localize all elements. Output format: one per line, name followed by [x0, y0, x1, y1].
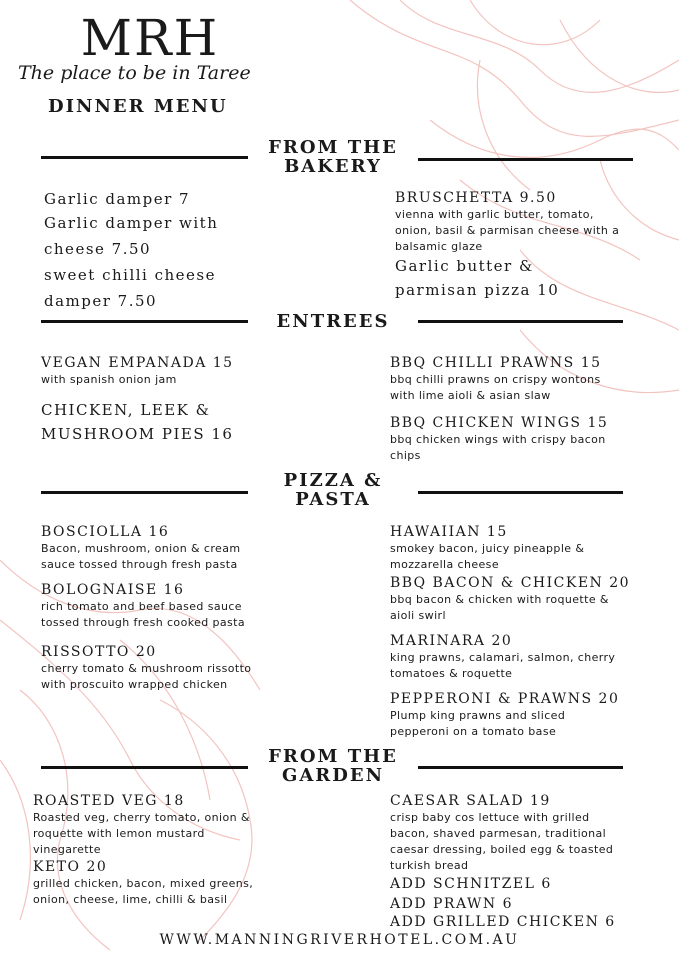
- menu-item-bolognaise: [41, 582, 245, 631]
- menu-item-bbq-chicken-wings: [390, 415, 608, 464]
- item-name: MUSHROOM PIES 16: [41, 425, 234, 443]
- item-name: BOLOGNAISE 16: [41, 582, 185, 598]
- item-name: ROASTED VEG 18: [33, 793, 185, 809]
- item-name: HAWAIIAN 15: [390, 524, 508, 540]
- item-name: parmisan pizza 10: [395, 281, 560, 299]
- item-desc: bbq chicken wings with crispy bacon: [390, 433, 606, 446]
- item-desc: with lime aioli & asian slaw: [390, 389, 551, 402]
- menu-item-vegan-empanada: [41, 355, 234, 388]
- item-desc: crisp baby cos lettuce with grilled: [390, 811, 590, 824]
- addon-item: ADD PRAWN 6: [390, 896, 514, 912]
- item-name: KETO 20: [33, 859, 108, 875]
- section-title-line: PASTA: [295, 489, 371, 510]
- item-name: BBQ CHICKEN WINGS 15: [390, 415, 609, 431]
- menu-item-marinara: [390, 633, 615, 682]
- item-desc: onion, basil & parmisan cheese with a: [395, 224, 620, 237]
- menu-item: sweet chilli cheese: [44, 266, 216, 284]
- item-desc: rich tomato and beef based sauce: [41, 600, 242, 613]
- item-desc: king prawns, calamari, salmon, cherry: [390, 651, 616, 664]
- section-divider: [418, 766, 623, 769]
- menu-item-chicken-pies: [41, 398, 233, 446]
- menu-item: cheese 7.50: [44, 240, 152, 258]
- menu-item-hawaiian: [390, 524, 584, 573]
- menu-item-bruschetta: [395, 190, 619, 255]
- item-name: CHICKEN, LEEK &: [41, 401, 211, 419]
- item-name: PEPPERONI & PRAWNS 20: [390, 691, 620, 707]
- item-name: BBQ BACON & CHICKEN 20: [390, 575, 631, 591]
- section-divider: [41, 491, 248, 494]
- item-desc: grilled chicken, bacon, mixed greens,: [33, 877, 254, 890]
- item-desc: vinegarette: [33, 843, 101, 856]
- item-name: CAESAR SALAD 19: [390, 793, 551, 809]
- item-name: BOSCIOLLA 16: [41, 524, 170, 540]
- brand-logo: MRH: [80, 9, 220, 67]
- item-name: VEGAN EMPANADA 15: [41, 355, 234, 371]
- section-title-line: FROM THE: [268, 746, 398, 767]
- addon-item: ADD SCHNITZEL 6: [390, 876, 552, 892]
- section-divider: [41, 766, 248, 769]
- menu-item-bosciolla: [41, 524, 240, 573]
- item-desc: vienna with garlic butter, tomato,: [395, 208, 594, 221]
- section-title-line: BAKERY: [284, 156, 382, 177]
- item-name: BRUSCHETTA 9.50: [395, 190, 557, 206]
- menu-item-bbq-bacon-chicken: [390, 575, 630, 624]
- item-desc: roquette with lemon mustard: [33, 827, 205, 840]
- section-divider: [41, 156, 248, 159]
- item-desc: Plump king prawns and sliced: [390, 709, 566, 722]
- item-desc: tossed through fresh cooked pasta: [41, 616, 246, 629]
- bakery-left-items: [44, 187, 218, 313]
- section-title-line: FROM THE: [268, 137, 398, 158]
- menu-item: Garlic damper 7: [44, 190, 191, 208]
- menu-item-keto: [33, 859, 253, 908]
- section-divider: [418, 158, 633, 161]
- section-title-entrees: ENTREES: [276, 311, 390, 332]
- item-desc: balsamic glaze: [395, 240, 483, 253]
- item-name: BBQ CHILLI PRAWNS 15: [390, 355, 602, 371]
- section-title-pizza-pasta: [248, 471, 418, 509]
- item-desc: bacon, shaved parmesan, traditional: [390, 827, 607, 840]
- item-desc: with proscuito wrapped chicken: [41, 678, 228, 691]
- addon-item: ADD GRILLED CHICKEN 6: [390, 914, 616, 930]
- menu-item-garlic-pizza: [395, 254, 559, 302]
- item-desc: pepperoni on a tomato base: [390, 725, 557, 738]
- item-desc: bbq bacon & chicken with roquette &: [390, 593, 609, 606]
- item-desc: bbq chilli prawns on crispy wontons: [390, 373, 601, 386]
- item-name: MARINARA 20: [390, 633, 513, 649]
- item-desc: Bacon, mushroom, onion & cream: [41, 542, 241, 555]
- item-name: RISSOTTO 20: [41, 644, 157, 660]
- section-title-line: PIZZA &: [283, 470, 383, 491]
- section-divider: [418, 320, 623, 323]
- menu-item-pepperoni-prawns: [390, 691, 619, 740]
- item-desc: aioli swirl: [390, 609, 446, 622]
- section-title-bakery: [248, 138, 418, 176]
- menu-title: DINNER MENU: [48, 96, 228, 117]
- item-desc: chips: [390, 449, 421, 462]
- item-desc: tomatoes & roquette: [390, 667, 513, 680]
- item-desc: with spanish onion jam: [41, 373, 177, 386]
- item-desc: cherry tomato & mushroom rissotto: [41, 662, 252, 675]
- tagline: The place to be in Taree: [18, 62, 251, 84]
- item-desc: Roasted veg, cherry tomato, onion &: [33, 811, 250, 824]
- section-title-garden: [248, 747, 418, 785]
- item-desc: onion, cheese, lime, chilli & basil: [33, 893, 228, 906]
- menu-item-bbq-chilli-prawns: [390, 355, 602, 404]
- section-divider: [418, 491, 623, 494]
- menu-item-caesar-salad: [390, 793, 613, 874]
- menu-item-roasted-veg: [33, 793, 250, 858]
- section-divider: [41, 320, 248, 323]
- item-name: Garlic butter &: [395, 257, 534, 275]
- menu-item: Garlic damper with: [44, 214, 219, 232]
- menu-item: damper 7.50: [44, 292, 158, 310]
- item-desc: turkish bread: [390, 859, 469, 872]
- item-desc: mozzarella cheese: [390, 558, 499, 571]
- website-footer: WWW.MANNINGRIVERHOTEL.COM.AU: [159, 932, 520, 948]
- addons-list: [390, 874, 616, 931]
- item-desc: caesar dressing, boiled egg & toasted: [390, 843, 614, 856]
- menu-item-rissotto: [41, 644, 251, 693]
- section-title-line: GARDEN: [281, 765, 385, 786]
- item-desc: smokey bacon, juicy pineapple &: [390, 542, 585, 555]
- item-desc: sauce tossed through fresh pasta: [41, 558, 238, 571]
